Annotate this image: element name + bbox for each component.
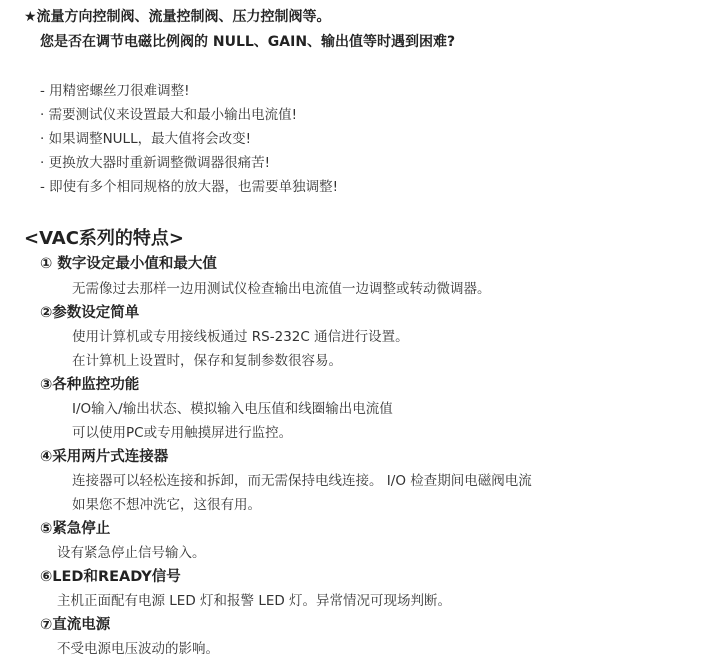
issue-item: · 需要测试仪来设置最大和最小输出电流值! <box>40 107 297 123</box>
feature-title: ④采用两片式连接器 <box>40 449 169 465</box>
feature-title: ① 数字设定最小值和最大值 <box>40 256 217 272</box>
intro-line-2: 您是否在调节电磁比例阀的 NULL、GAIN、输出值等时遇到困难? <box>40 34 456 50</box>
feature-desc: 不受电源电压波动的影响。 <box>57 641 219 657</box>
issue-item: - 即使有多个相同规格的放大器，也需要单独调整! <box>40 179 339 195</box>
feature-title: ⑤紧急停止 <box>40 521 111 537</box>
feature-title: ②参数设定简单 <box>40 305 140 321</box>
feature-title: ③各种监控功能 <box>40 377 140 393</box>
issue-item: - 用精密螺丝刀很难调整! <box>40 83 190 99</box>
feature-title: ⑥LED和READY信号 <box>40 569 181 585</box>
feature-desc: 可以使用PC或专用触摸屏进行监控。 <box>72 425 293 441</box>
feature-desc: 连接器可以轻松连接和拆卸，而无需保持电线连接。 I/O 检查期间电磁阀电流 <box>72 473 532 489</box>
issue-item: · 更换放大器时重新调整微调器很痛苦! <box>40 155 270 171</box>
intro-line-1: ★流量方向控制阀、流量控制阀、压力控制阀等。 <box>24 9 331 25</box>
feature-desc: 无需像过去那样一边用测试仪检查输出电流值一边调整或转动微调器。 <box>72 281 491 297</box>
feature-desc: 在计算机上设置时，保存和复制参数很容易。 <box>72 353 342 369</box>
feature-desc: 主机正面配有电源 LED 灯和报警 LED 灯。异常情况可现场判断。 <box>57 593 452 609</box>
feature-desc: 如果您不想冲洗它，这很有用。 <box>72 497 261 513</box>
section-title: <VAC系列的特点> <box>24 228 185 249</box>
feature-desc: 使用计算机或专用接线板通过 RS-232C 通信进行设置。 <box>72 329 409 345</box>
feature-desc: 设有紧急停止信号输入。 <box>57 545 206 561</box>
feature-desc: I/O输入/输出状态、模拟输入电压值和线圈输出电流值 <box>72 401 393 417</box>
feature-title: ⑦直流电源 <box>40 617 111 633</box>
issue-item: · 如果调整NULL，最大值将会改变! <box>40 131 252 147</box>
